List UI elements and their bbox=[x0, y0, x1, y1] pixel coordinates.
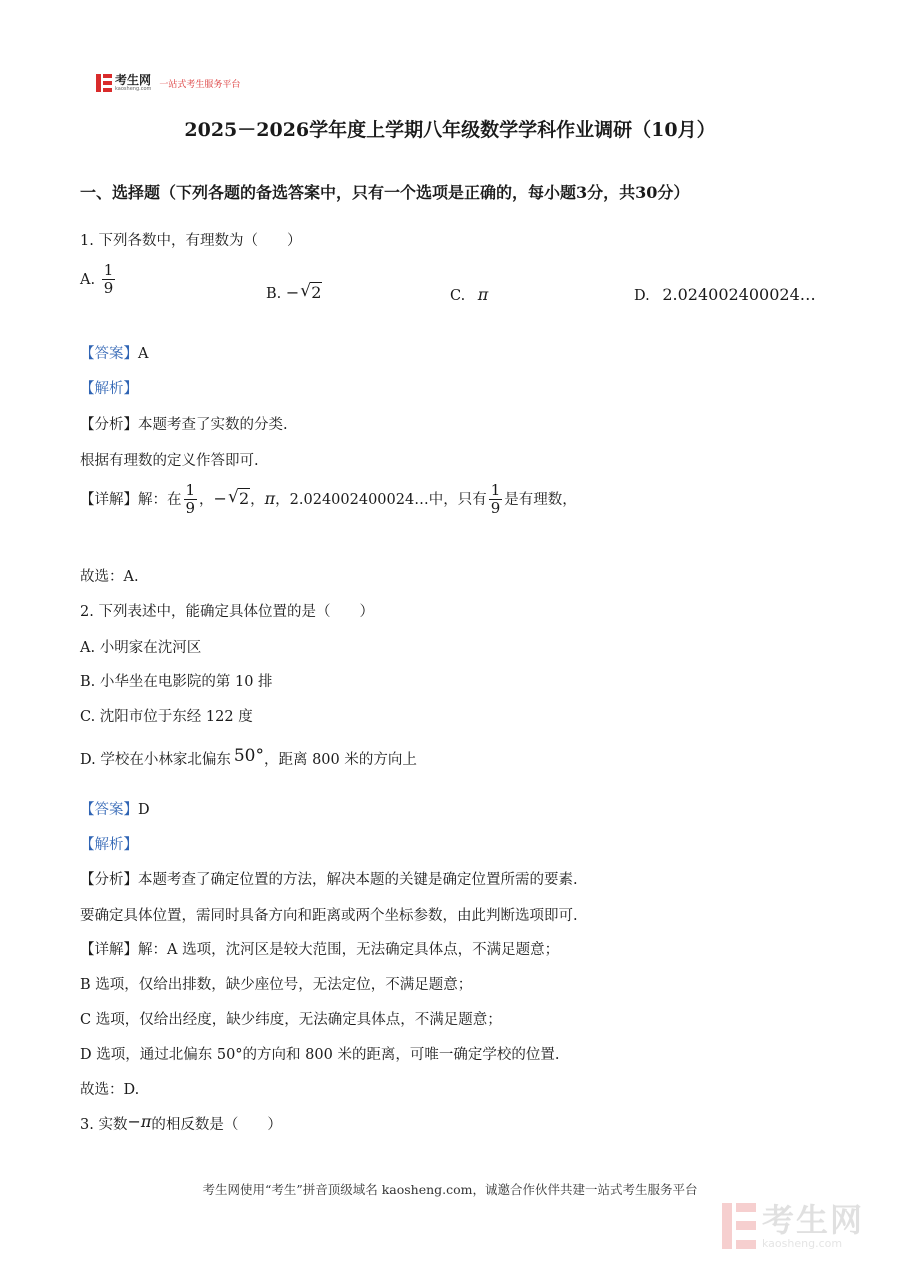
pi-symbol: π bbox=[477, 285, 489, 304]
q2-option-d bbox=[80, 748, 417, 769]
frac-denominator: 9 bbox=[185, 499, 196, 518]
q1-option-d-value: 2.024002400024… bbox=[662, 285, 816, 304]
q3-value: −π bbox=[127, 1112, 152, 1131]
section-heading: 一、选择题（下列各题的备选答案中，只有一个选项是正确的，每小题3分，共30分） bbox=[80, 183, 690, 202]
pi-symbol: π bbox=[264, 488, 276, 508]
q2-stem: 2. 下列表述中，能确定具体位置的是（ ） bbox=[80, 604, 374, 620]
kaosheng-watermark-icon bbox=[722, 1203, 756, 1249]
q1-option-c-label: C. bbox=[450, 288, 466, 304]
frac-denominator: 9 bbox=[490, 499, 501, 518]
q2-analysis-2: 要确定具体位置，需同时具备方向和距离或两个坐标参数，由此判断选项即可. bbox=[80, 908, 578, 924]
q2-answer bbox=[80, 798, 150, 819]
sqrt-expression: √ 2 bbox=[227, 486, 250, 508]
q3-suffix: 的相反数是（ ） bbox=[151, 1117, 282, 1133]
watermark-domain: kaosheng.com bbox=[762, 1236, 843, 1250]
detail-text: 解：A 选项，沈河区是较大范围，无法确定具体点，不满足题意； bbox=[138, 942, 560, 958]
detail-fraction-2 bbox=[489, 482, 503, 518]
q1-option-d-label: D. bbox=[634, 288, 650, 304]
watermark-name: 考生网 bbox=[762, 1200, 865, 1239]
detail-tag: 【详解】 bbox=[80, 942, 138, 958]
q2-detail-c: C 选项，仅给出经度，缺少纬度，无法确定具体点，不满足题意； bbox=[80, 1012, 502, 1028]
q1-analysis-tag: 【解析】 bbox=[80, 381, 138, 397]
radicand: 2 bbox=[238, 488, 250, 508]
q2-detail-d: D 选项，通过北偏东 50°的方向和 800 米的距离，可唯一确定学校的位置. bbox=[80, 1047, 560, 1063]
q1-conclusion: 故选：A. bbox=[80, 569, 139, 585]
radicand: 2 bbox=[311, 283, 322, 302]
q1-answer bbox=[80, 342, 148, 363]
detail-prefix: 解：在 bbox=[138, 491, 182, 508]
analysis-text: 本题考查了确定位置的方法，解决本题的关键是确定位置所需的要素. bbox=[138, 872, 578, 888]
q1-analysis bbox=[80, 413, 288, 434]
q2-analysis bbox=[80, 868, 578, 889]
analysis-text: 本题考查了实数的分类. bbox=[138, 417, 288, 433]
logo-name: 考生网 bbox=[115, 73, 152, 87]
logo-domain: kaosheng.com bbox=[115, 86, 152, 92]
detail-fraction bbox=[184, 482, 198, 518]
separator: ， bbox=[250, 491, 265, 508]
header-logo bbox=[96, 72, 240, 94]
analysis-tag: 【分析】 bbox=[80, 417, 138, 433]
answer-value: D bbox=[138, 802, 150, 818]
q2-detail-b: B 选项，仅给出排数，缺少座位号，无法定位，不满足题意； bbox=[80, 977, 473, 993]
page-footer: 考生网使用“考生”拼音顶级域名 kaosheng.com，诚邀合作伙伴共建一站式考生服务平台 bbox=[202, 1182, 698, 1197]
analysis-tag: 【分析】 bbox=[80, 872, 138, 888]
logo-slogan: 一站式考生服务平台 bbox=[159, 79, 241, 90]
q3-stem bbox=[80, 1113, 282, 1134]
angle-value: 50° bbox=[233, 746, 264, 766]
frac-numerator: 1 bbox=[490, 481, 501, 499]
q1-option-c bbox=[450, 285, 488, 304]
q1-option-a-label: A. bbox=[80, 271, 96, 288]
detail-middle: ，2.024002400024…中，只有 bbox=[275, 491, 487, 508]
q1-stem: 1. 下列各数中，有理数为（ ） bbox=[80, 233, 302, 249]
q2-option-c: C. 沈阳市位于东经 122 度 bbox=[80, 709, 253, 725]
answer-tag: 【答案】 bbox=[80, 346, 138, 362]
detail-tag: 【详解】 bbox=[80, 491, 138, 508]
q2-analysis-tag: 【解析】 bbox=[80, 837, 138, 853]
separator: ， bbox=[199, 491, 214, 508]
q3-prefix: 3. 实数 bbox=[80, 1117, 128, 1133]
frac-denominator: 9 bbox=[103, 279, 114, 298]
q2-option-a: A. 小明家在沈河区 bbox=[80, 640, 202, 656]
frac-numerator: 1 bbox=[185, 481, 196, 499]
q1-option-a-fraction bbox=[102, 262, 116, 298]
answer-tag: 【答案】 bbox=[80, 802, 138, 818]
detail-suffix: 是有理数， bbox=[504, 491, 577, 508]
q2-option-d-suffix: ，距离 800 米的方向上 bbox=[263, 752, 417, 768]
q1-option-b-label: B. bbox=[266, 286, 282, 302]
q2-option-b: B. 小华坐在电影院的第 10 排 bbox=[80, 674, 273, 690]
answer-value: A bbox=[138, 346, 149, 362]
minus-sign: − bbox=[285, 283, 300, 302]
page-title: 2025－2026学年度上学期八年级数学学科作业调研（10月） bbox=[184, 119, 716, 141]
q1-analysis-2: 根据有理数的定义作答即可. bbox=[80, 453, 259, 469]
frac-numerator: 1 bbox=[103, 261, 114, 279]
q2-option-d-prefix: D. 学校在小林家北偏东 bbox=[80, 752, 231, 768]
q1-option-a bbox=[80, 262, 117, 298]
minus-sign: − bbox=[213, 488, 227, 508]
q1-option-b bbox=[266, 283, 322, 302]
q2-conclusion: 故选：D. bbox=[80, 1082, 140, 1098]
q1-detail bbox=[80, 482, 577, 518]
q1-option-d bbox=[634, 285, 816, 304]
q2-detail-a bbox=[80, 938, 559, 959]
sqrt-expression: √ 2 bbox=[300, 281, 322, 302]
watermark-logo bbox=[722, 1200, 865, 1250]
kaosheng-logo-icon bbox=[96, 74, 112, 92]
